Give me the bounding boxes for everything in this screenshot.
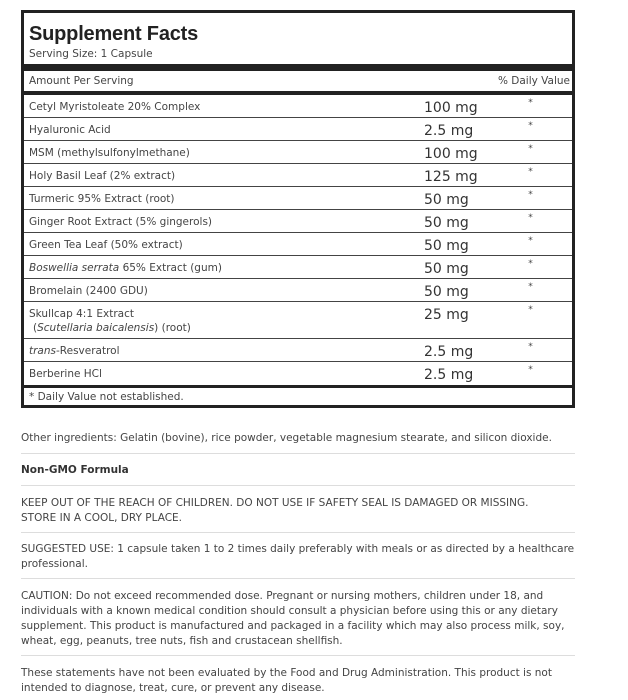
nutrient-dv: * [528, 305, 533, 315]
nutrient-name: Holy Basil Leaf (2% extract) [29, 170, 176, 182]
nutrient-row [24, 118, 572, 141]
nutrient-name: Cetyl Myristoleate 20% Complex [29, 101, 201, 113]
nutrient-row [24, 187, 572, 210]
nutrient-amount: 125 mg [424, 169, 478, 185]
nutrient-dv: * [528, 259, 533, 269]
nutrient-name-italic: Boswellia serrata [29, 262, 120, 274]
daily-value-header: % Daily Value [497, 75, 570, 87]
separator [21, 532, 575, 533]
nutrient-row [24, 279, 572, 302]
warning-line-2: STORE IN A COOL, DRY PLACE. [21, 512, 182, 524]
suggested-use: SUGGESTED USE: 1 capsule taken 1 to 2 times daily preferably with meals or as directed by a healthcare professional. [21, 543, 575, 570]
nutrient-row [24, 141, 572, 164]
amount-per-serving-header: Amount Per Serving [29, 75, 134, 87]
nutrient-name [29, 302, 379, 335]
nutrient-name [29, 256, 379, 275]
nutrient-dv: * [528, 167, 533, 177]
nutrient-name: Green Tea Leaf (50% extract) [29, 239, 183, 251]
separator [21, 453, 575, 454]
nutrient-amount: 2.5 mg [424, 123, 474, 139]
facts-title: Supplement Facts [29, 23, 199, 45]
nutrient-name: MSM (methylsulfonylmethane) [29, 147, 190, 159]
nutrient-name [29, 339, 379, 358]
nutrient-amount: 2.5 mg [424, 367, 474, 383]
supplement-facts-panel [21, 10, 575, 408]
nutrient-amount: 50 mg [424, 238, 469, 254]
storage-warning [21, 496, 575, 526]
column-header-row [24, 71, 572, 91]
serving-size: Serving Size: 1 Capsule [29, 48, 153, 60]
nutrient-dv: * [528, 144, 533, 154]
nutrient-name-line2 [29, 321, 379, 335]
nutrient-amount: 25 mg [424, 307, 469, 323]
nutrient-dv: * [528, 365, 533, 375]
nutrient-amount: 50 mg [424, 192, 469, 208]
nutrient-name: Berberine HCl [29, 368, 102, 380]
fda-disclaimer: These statements have not been evaluated by the Food and Drug Administration. This product is not intended to diagnose, treat, cure, or prevent any disease. [21, 667, 552, 694]
other-ingredients: Other ingredients: Gelatin (bovine), rice powder, vegetable magnesium stearate, and silicon dioxide. [21, 432, 552, 444]
daily-value-footnote: * Daily Value not established. [29, 391, 184, 403]
nutrient-amount: 50 mg [424, 261, 469, 277]
nutrient-name: Ginger Root Extract (5% gingerols) [29, 216, 213, 228]
nutrient-name: Turmeric 95% Extract (root) [29, 193, 175, 205]
separator [21, 655, 575, 656]
nutrient-name-rest: -Resveratrol [56, 345, 120, 357]
nutrient-amount: 100 mg [424, 146, 478, 162]
nutrient-dv: * [528, 98, 533, 108]
nutrient-amount: 2.5 mg [424, 344, 474, 360]
nutrient-name-post: ) (root) [154, 322, 191, 334]
nutrient-name-rest: 65% Extract (gum) [119, 262, 222, 274]
nutrient-row [24, 256, 572, 279]
caution-text: CAUTION: Do not exceed recommended dose. Pregnant or nursing mothers, children under 18, and individuals with a known medical condition should consult a physician before using this or any dietary supplement. This product is manufactured and packaged in a facility which may also process milk, soy, wheat, egg, peanuts, tree nuts, fish and crustacean shellfish. [21, 590, 565, 647]
nutrient-amount: 100 mg [424, 100, 478, 116]
nutrient-row [24, 362, 572, 385]
nutrient-dv: * [528, 282, 533, 292]
nutrient-dv: * [528, 236, 533, 246]
nutrient-name: Hyaluronic Acid [29, 124, 111, 136]
nutrient-name-italic: trans [29, 345, 56, 357]
nutrient-name-line1: Skullcap 4:1 Extract [29, 308, 134, 320]
separator [21, 485, 575, 486]
nutrient-row [24, 302, 572, 339]
thick-divider [24, 64, 572, 71]
nutrient-amount: 50 mg [424, 215, 469, 231]
nutrient-latin-name: Scutellaria baicalensis [37, 322, 155, 334]
nutrient-row [24, 339, 572, 362]
nutrient-dv: * [528, 190, 533, 200]
nutrient-amount: 50 mg [424, 284, 469, 300]
paren-open: ( [33, 322, 38, 334]
nutrient-dv: * [528, 213, 533, 223]
separator [21, 578, 575, 579]
nutrient-row [24, 95, 572, 118]
nutrient-dv: * [528, 342, 533, 352]
nutrient-row [24, 233, 572, 256]
nutrient-row [24, 210, 572, 233]
nutrient-dv: * [528, 121, 533, 131]
non-gmo-label: Non-GMO Formula [21, 464, 129, 476]
warning-line-1: KEEP OUT OF THE REACH OF CHILDREN. DO NOT USE IF SAFETY SEAL IS DAMAGED OR MISSING. [21, 497, 529, 509]
nutrient-row [24, 164, 572, 187]
nutrient-name: Bromelain (2400 GDU) [29, 285, 148, 297]
